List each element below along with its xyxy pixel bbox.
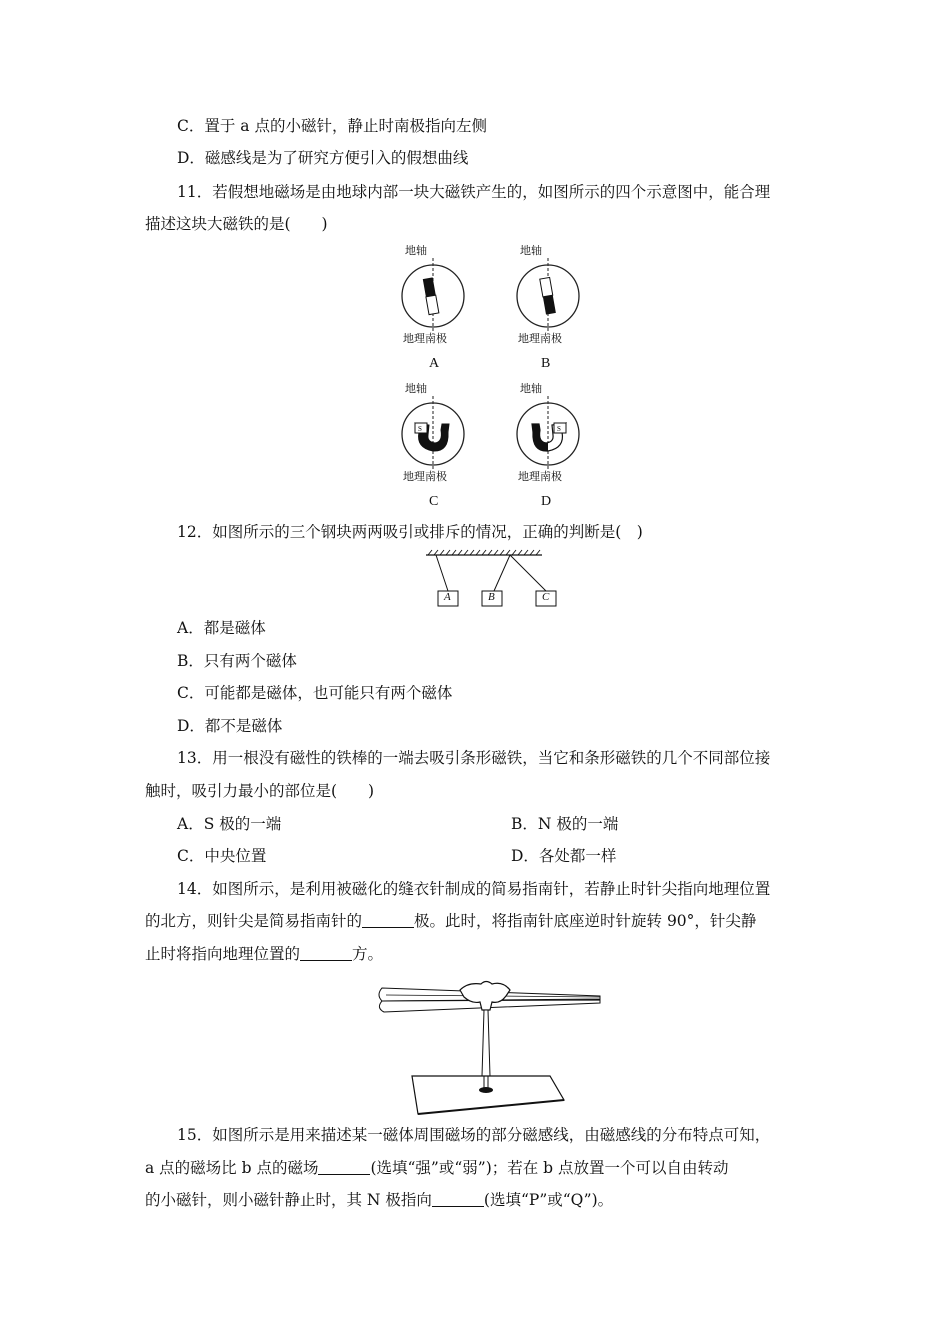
q11-figure-a	[395, 242, 475, 350]
q11-label-a: A	[429, 356, 440, 371]
axis-label: 地轴	[520, 383, 542, 395]
q11-figure-b	[510, 242, 590, 350]
q15-line2-part2: (选填“强”或“弱”)；若在 b 点放置一个可以自由转动	[370, 1159, 729, 1177]
q14-figure	[378, 976, 608, 1116]
q14-line2-part1: 的北方，则针尖是简易指南针的	[145, 912, 363, 930]
q15-line1: 15．如图所示是用来描述某一磁体周围磁场的部分磁感线，由磁感线的分布特点可知，	[177, 1126, 771, 1144]
q11-label-c: C	[429, 494, 439, 509]
q11-figure-d	[510, 380, 590, 488]
q15-line3	[145, 1190, 613, 1210]
block-a-label: A	[444, 591, 451, 603]
q14-line2-part2: 极。此时，将指南针底座逆时针旋转 90°，针尖静	[414, 912, 757, 930]
q11-stem-line1: 11．若假想地磁场是由地球内部一块大磁铁产生的，如图所示的四个示意图中，能合理	[177, 183, 771, 201]
q14-blank-direction[interactable]	[300, 946, 352, 961]
q12-option-d: D．都不是磁体	[177, 717, 283, 735]
q14-line1: 14．如图所示，是利用被磁化的缝衣针制成的简易指南针，若静止时针尖指向地理位置	[177, 880, 771, 898]
south-pole-label: 地理南极	[403, 471, 447, 483]
q12-figure	[420, 548, 560, 612]
q15-line3-part1: 的小磁针，则小磁针静止时，其 N 极指向	[145, 1191, 432, 1209]
q13-option-b: B．N 极的一端	[511, 815, 619, 833]
block-c-label: C	[542, 591, 550, 603]
q14-line2	[145, 911, 756, 931]
needle-compass-figure	[378, 976, 608, 1116]
q12-option-c: C．可能都是磁体，也可能只有两个磁体	[177, 684, 453, 702]
q13-option-a: A．S 极的一端	[177, 815, 282, 833]
q15-line2-part1: a 点的磁场比 b 点的磁场	[145, 1159, 319, 1177]
axis-label: 地轴	[405, 245, 427, 257]
q14-blank-pole[interactable]	[362, 913, 414, 928]
q12-stem: 12．如图所示的三个钢块两两吸引或排斥的情况，正确的判断是( )	[177, 523, 643, 541]
south-pole-label: 地理南极	[518, 471, 562, 483]
q11-figure-c	[395, 380, 475, 488]
block-b-label: B	[488, 591, 495, 603]
q11-label-b: B	[541, 356, 551, 371]
q11-label-d: D	[541, 494, 552, 509]
south-pole-label: 地理南极	[518, 333, 562, 345]
south-pole-label: 地理南极	[403, 333, 447, 345]
q14-line3	[145, 944, 383, 964]
q15-blank-strength[interactable]	[318, 1160, 370, 1175]
q15-blank-direction[interactable]	[432, 1192, 484, 1207]
q12-option-b: B．只有两个磁体	[177, 652, 297, 670]
magnet-s-mark: S	[418, 425, 422, 433]
q12-option-a: A．都是磁体	[177, 619, 266, 637]
q13-stem-line1: 13．用一根没有磁性的铁棒的一端去吸引条形磁铁，当它和条形磁铁的几个不同部位接	[177, 749, 771, 767]
q13-option-c: C．中央位置	[177, 847, 267, 865]
q15-line2	[145, 1158, 729, 1178]
q13-stem-line2: 触时，吸引力最小的部位是( )	[145, 782, 375, 800]
axis-label: 地轴	[520, 245, 542, 257]
axis-label: 地轴	[405, 383, 427, 395]
q14-line3-part1: 止时将指向地理位置的	[145, 945, 301, 963]
q11-stem-line2: 描述这块大磁铁的是( )	[145, 215, 328, 233]
q10-option-d: D．磁感线是为了研究方便引入的假想曲线	[177, 149, 469, 167]
q15-line3-part2: (选填“P”或“Q”)。	[483, 1191, 614, 1209]
q10-option-c: C．置于 a 点的小磁针，静止时南极指向左侧	[177, 117, 487, 135]
magnet-s-mark: S	[557, 425, 561, 433]
q14-line3-part2: 方。	[352, 945, 384, 963]
q13-option-d: D．各处都一样	[511, 847, 617, 865]
